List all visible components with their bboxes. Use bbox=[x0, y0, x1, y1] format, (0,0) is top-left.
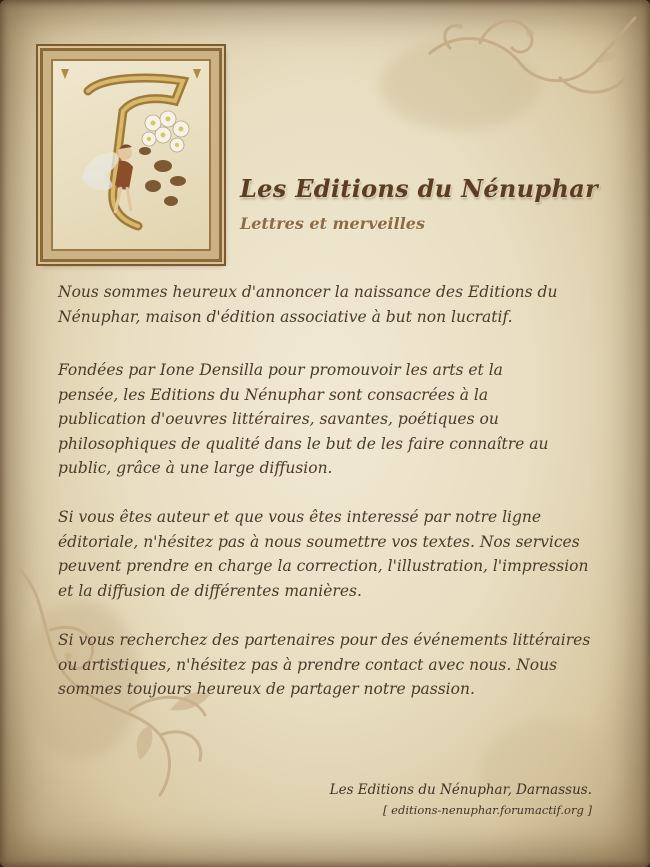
paragraph-authors: Si vous êtes auteur et que vous êtes interessé par notre ligne éditoriale, n'hésitez pas à nous soumettre vos textes. Nos services peuvent prendre en charge la correction, l'illustration, l'impression et la diffusion de différentes manières. bbox=[58, 508, 589, 600]
illuminated-letter-icon bbox=[53, 61, 209, 249]
page-subtitle: Lettres et merveilles bbox=[240, 214, 425, 233]
logo-illustration bbox=[51, 59, 211, 251]
paragraph-intro: Nous sommes heureux d'annoncer la naissance des Editions du Nénuphar, maison d'édition associative à but non lucratif. bbox=[58, 283, 558, 326]
page-title: Les Editions du Nénuphar bbox=[240, 174, 599, 203]
paragraph-foundation: Fondées par Ione Densilla pour promouvoir les arts et la pensée, les Editions du Nénuphar sont consacrées à la publication d'oeuvres littéraires, savantes, poétiques ou philosophiques de qualité dans le but de les faire connaître au public, grâce à une large diffusion. bbox=[58, 361, 549, 477]
flourish-top-right-icon bbox=[420, 8, 640, 108]
paragraph-partners: Si vous recherchez des partenaires pour des événements littéraires ou artistiques, n'hésitez pas à prendre contact avec nous. Nous sommes toujours heureux de partager notre passion. bbox=[58, 631, 591, 698]
signature-url[interactable]: [ editions-nenuphar.forumactif.org ] bbox=[383, 803, 592, 817]
signature-name: Les Editions du Nénuphar, Darnassus. bbox=[329, 782, 592, 798]
logo-frame bbox=[40, 48, 222, 262]
